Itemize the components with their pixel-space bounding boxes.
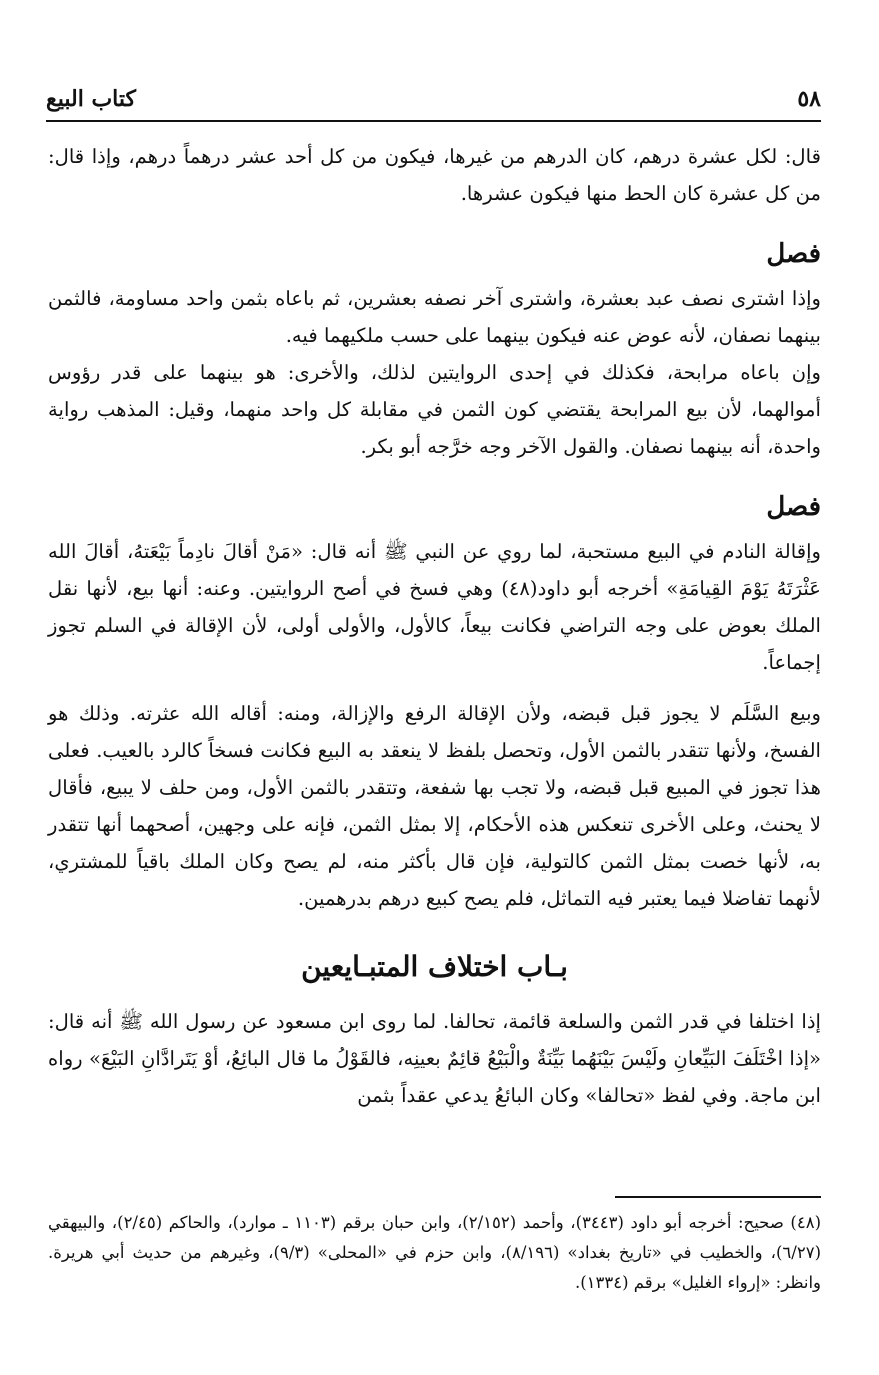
paragraph-gap xyxy=(48,681,821,695)
footnote-divider xyxy=(615,1196,821,1198)
page-header xyxy=(46,80,821,122)
section-heading: فصل xyxy=(766,492,821,522)
page-number: ٥٨ xyxy=(797,86,821,112)
running-title: كتاب البيع xyxy=(46,86,136,112)
footnotes xyxy=(48,1208,821,1298)
paragraph: وإذا اشترى نصف عبد بعشرة، واشترى آخر نصفه بعشرين، ثم باعاه بثمن واحد مساومة، فالثمن بينهما نصفان، لأنه عوض عنه فيكون بينهما على حسب ملكيهما فيه. xyxy=(48,287,821,347)
footnote: (٤٨) صحيح: أخرجه أبو داود (٣٤٤٣)، وأحمد (٢/١٥٢)، وابن حبان برقم (١١٠٣ ـ موارد)، والحاكم (٢/٤٥)، والبيهقي (٦/٢٧)، والخطيب في «تاريخ بغداد» (٨/١٩٦)، وابن حزم في «المحلى» (٩/٣)، وغيرهم من حديث أبي هريرة. وانظر: «إرواء الغليل» برقم (١٣٣٤). xyxy=(48,1213,821,1292)
paragraph: وبيع السَّلَم لا يجوز قبل قبضه، ولأن الإقالة الرفع والإزالة، ومنه: أقاله الله عثرته. وذلك هو الفسخ، ولأنها تتقدر بالثمن الأول، وتحصل بلفظ لا ينعقد به البيع فكانت فسخاً كالرد بالعيب. فعلى هذا تجوز في المبيع قبل قبضه، ولا تجب بها شفعة، وتتقدر بالثمن الأول، ومن حلف لا يبيع، فأقال لا يحنث، وعلى الأخرى تنعكس هذه الأحكام، إلا بمثل الثمن، فإنه على وجهين، أصحهما أنها تتقدر به، لأنها خصت بمثل الثمن كالتولية، فإن قال بأكثر منه، لم يصح وكان الملك باقياً للمشتري، لأنهما تفاضلا فيما يعتبر فيه التماثل، فلم يصح كبيع درهم بدرهمين. xyxy=(48,702,821,910)
main-text xyxy=(48,138,821,1114)
paragraph: وإن باعاه مرابحة، فكذلك في إحدى الروايتين لذلك، والأخرى: هو بينهما على قدر رؤوس أموالهما، لأن بيع المرابحة يقتضي كون الثمن في مقابلة كل واحد منهما، وقيل: المذهب رواية واحدة، أنه بينهما نصفان. والقول الآخر وجه خرَّجه أبو بكر. xyxy=(48,361,821,458)
paragraph: قال: لكل عشرة درهم، كان الدرهم من غيرها، فيكون من كل أحد عشر درهماً درهم، وإذا قال: من كل عشرة كان الحط منها فيكون عشرها. xyxy=(48,145,821,205)
paragraph: وإقالة النادم في البيع مستحبة، لما روي عن النبي ﷺ أنه قال: «مَنْ أقالَ نادِماً بَيْعَتهُ، أقالَ الله عَثْرَتَهُ يَوْمَ القِيامَةِ» أخرجه أبو داود(٤٨) وهي فسخ في أصح الروايتين. وعنه: أنها بيع، لأنها نقل الملك بعوض على وجه التراضي فكانت بيعاً، كالأول، والأولى أولى، لأن الإقالة في السلم تجوز إجماعاً. xyxy=(48,540,821,674)
paragraph: إذا اختلفا في قدر الثمن والسلعة قائمة، تحالفا. لما روى ابن مسعود عن رسول الله ﷺ أنه قال: «إذا اخْتَلَفَ البَيِّعانِ ولَيْسَ بَيْنَهُما بَيِّنَةٌ والْبَيْعُ قائِمٌ بعينِه، فالقَوْلُ ما قال البائِعُ، أوْ يَتَرادَّانِ البَيْعَ» رواه ابن ماجة. وفي لفظ «تحالفا» وكان البائعُ يدعي عقداً بثمن xyxy=(48,1010,821,1107)
section-heading: فصل xyxy=(766,239,821,269)
chapter-heading: بـاب اختلاف المتبـايعين xyxy=(301,950,568,983)
